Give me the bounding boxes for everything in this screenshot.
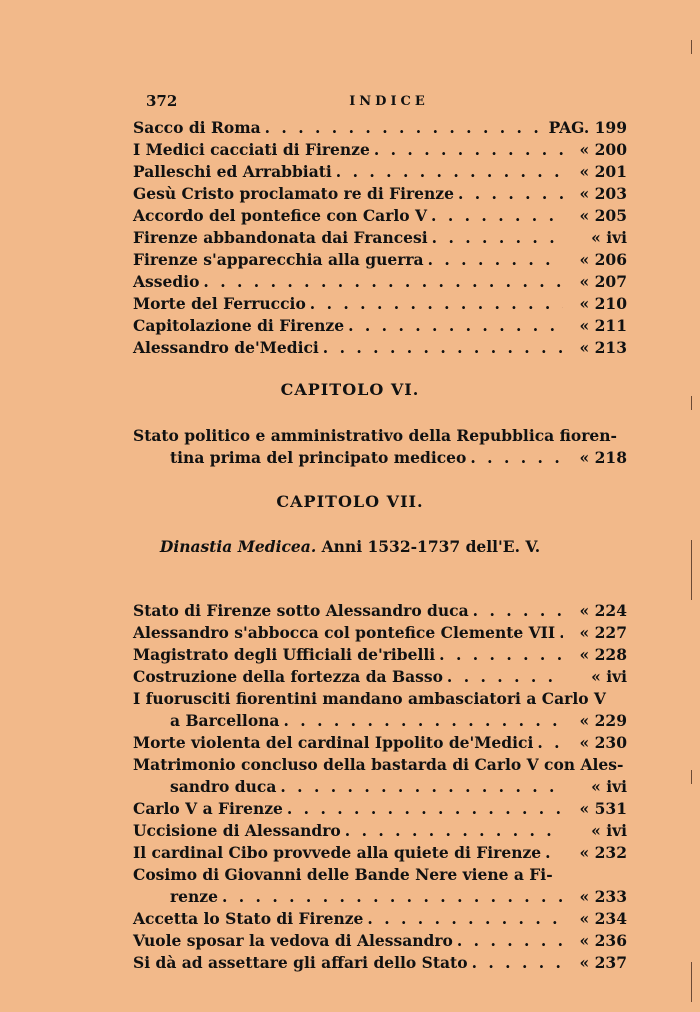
index-entry: renze . . . « 233 bbox=[170, 887, 627, 909]
index-entry: a Barcellona . . . « 229 bbox=[170, 711, 627, 733]
index-entry: Gesù Cristo proclamato re di Firenze . . . « 203 bbox=[133, 184, 627, 206]
chapter-subtitle bbox=[0, 537, 700, 556]
index-entry: I Medici cacciati di Firenze . . . « 200 bbox=[133, 140, 627, 162]
index-entry: tina prima del principato mediceo . . . « 218 bbox=[170, 448, 627, 470]
index-entry-line: Stato politico e amministrativo della Repubblica fioren- bbox=[133, 426, 617, 445]
index-entry: Si dà ad assettare gli affari dello Stato . . . « 237 bbox=[133, 953, 627, 975]
index-entry: Morte violenta del cardinal Ippolito de'Medici . . . « 230 bbox=[133, 733, 627, 755]
index-entry: Firenze abbandonata dai Francesi . . . « ivi bbox=[133, 228, 627, 250]
index-entry: Firenze s'apparecchia alla guerra . . . « 206 bbox=[133, 250, 627, 272]
chapter-heading: CAPITOLO VII. bbox=[276, 492, 424, 511]
index-entry: Magistrato degli Ufficiali de'ribelli . . . « 228 bbox=[133, 645, 627, 667]
index-entry: sandro duca . . . « ivi bbox=[170, 777, 627, 799]
index-entry-line: Matrimonio concluso della bastarda di Carlo V con Ales- bbox=[133, 755, 624, 774]
page-edge-mark bbox=[691, 770, 692, 784]
running-title: INDICE bbox=[349, 94, 429, 109]
page-edge-mark bbox=[691, 540, 692, 600]
index-entry: Accordo del pontefice con Carlo V . . . « 205 bbox=[133, 206, 627, 228]
page-number: 372 bbox=[146, 92, 178, 110]
index-entry: Sacco di Roma . . . PAG. 199 bbox=[133, 118, 627, 140]
index-entry-line: I fuorusciti fiorentini mandano ambasciatori a Carlo V bbox=[133, 689, 606, 708]
index-entry: Uccisione di Alessandro . . . « ivi bbox=[133, 821, 627, 843]
index-entry: Capitolazione di Firenze . . . « 211 bbox=[133, 316, 627, 338]
page-edge-mark bbox=[691, 396, 692, 410]
index-entry: Vuole sposar la vedova di Alessandro . . . « 236 bbox=[133, 931, 627, 953]
index-entry: Alessandro de'Medici . . . « 213 bbox=[133, 338, 627, 360]
chapter-heading: CAPITOLO VI. bbox=[280, 380, 420, 399]
index-entry: Costruzione della fortezza da Basso . . . « ivi bbox=[133, 667, 627, 689]
index-entry: Assedio . . . « 207 bbox=[133, 272, 627, 294]
index-entry: Morte del Ferruccio . . . « 210 bbox=[133, 294, 627, 316]
page-header bbox=[146, 92, 632, 114]
index-entry: Accetta lo Stato di Firenze . . . « 234 bbox=[133, 909, 627, 931]
years-label: Anni 1532-1737 dell'E. V. bbox=[321, 537, 541, 556]
index-entry: Carlo V a Firenze . . . « 531 bbox=[133, 799, 627, 821]
index-entry: Il cardinal Cibo provvede alla quiete di Firenze . . . « 232 bbox=[133, 843, 627, 865]
dynasty-label: Dinastia Medicea. bbox=[159, 537, 317, 556]
index-entry: Alessandro s'abbocca col pontefice Clemente VII . . . « 227 bbox=[133, 623, 627, 645]
index-entry: Stato di Firenze sotto Alessandro duca . . . « 224 bbox=[133, 601, 627, 623]
index-entry-line: Cosimo di Giovanni delle Bande Nere viene a Fi- bbox=[133, 865, 553, 884]
page-edge-mark bbox=[691, 962, 692, 1002]
index-entry: Palleschi ed Arrabbiati . . . « 201 bbox=[133, 162, 627, 184]
page-edge-mark bbox=[691, 40, 692, 54]
